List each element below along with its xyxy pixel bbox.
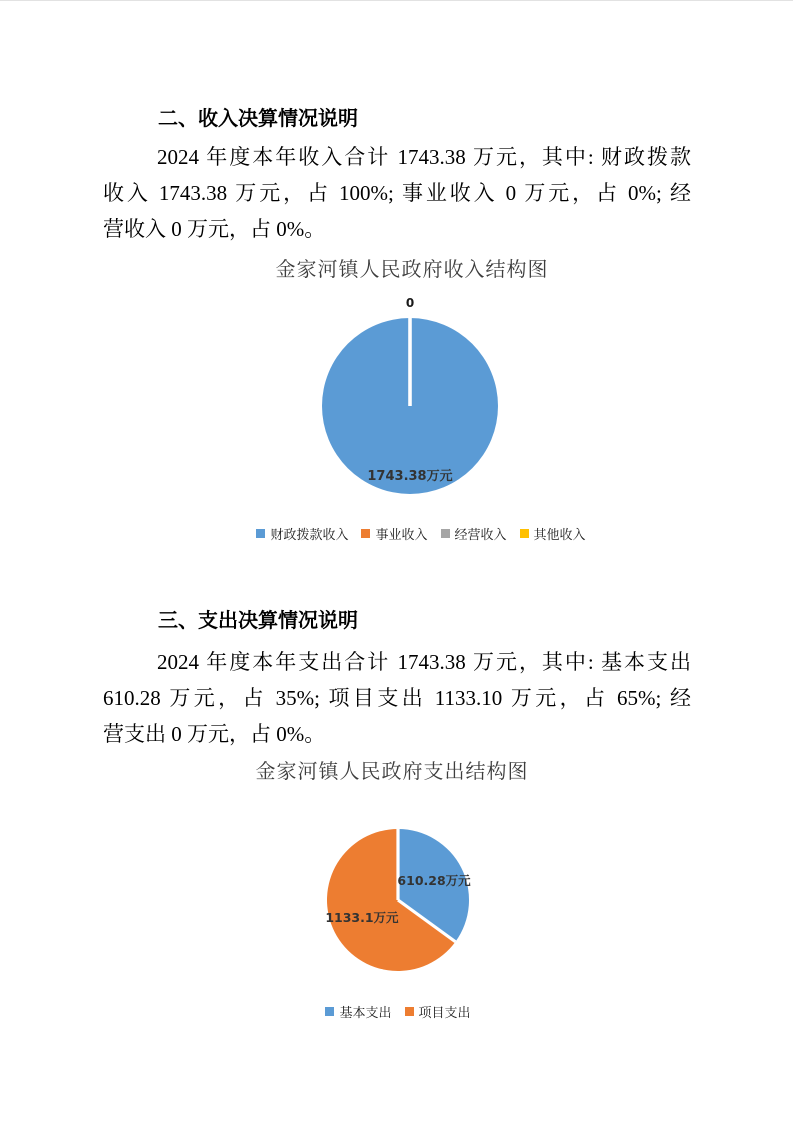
legend-swatch-icon <box>361 529 370 538</box>
legend-swatch-icon <box>256 529 265 538</box>
income-section-heading: 二、收入决算情况说明 <box>158 108 358 130</box>
legend-label: 基本支出 <box>339 1004 392 1020</box>
income-pie-chart <box>300 296 520 516</box>
legend-swatch-icon <box>325 1007 334 1016</box>
income-chart-title: 金家河镇人民政府收入结构图 <box>275 259 549 281</box>
legend-swatch-icon <box>405 1007 414 1016</box>
pie-data-label: 1743.38万元 <box>367 468 453 484</box>
expense-pie-chart <box>298 800 498 1000</box>
legend-item <box>256 524 348 543</box>
legend-item <box>325 1002 391 1021</box>
income-chart-legend <box>121 524 721 542</box>
page-top-hairline <box>0 0 793 1</box>
legend-swatch-icon <box>520 529 529 538</box>
legend-swatch-icon <box>441 529 450 538</box>
paragraph-line: 2024 年度本年收入合计 1743.38 万元，其中: 财政拨款 <box>157 145 691 169</box>
legend-label: 经营收入 <box>454 526 507 542</box>
expense-chart-title: 金家河镇人民政府支出结构图 <box>255 761 529 783</box>
paragraph-line: 610.28 万元，占 35%; 项目支出 1133.10 万元，占 65%; 经 <box>103 686 691 710</box>
legend-label: 财政拨款收入 <box>270 526 349 542</box>
expense-section-heading: 三、支出决算情况说明 <box>158 610 358 632</box>
legend-label: 项目支出 <box>418 1004 471 1020</box>
legend-item <box>405 1002 471 1021</box>
paragraph-line: 营收入 0 万元，占 0%。 <box>103 217 326 241</box>
legend-label: 事业收入 <box>375 526 428 542</box>
income-paragraph <box>103 139 691 247</box>
pie-data-label: 1133.1万元 <box>325 909 399 925</box>
paragraph-line: 2024 年度本年支出合计 1743.38 万元，其中: 基本支出 <box>157 650 691 674</box>
legend-item <box>361 524 427 543</box>
legend-item <box>520 524 586 543</box>
pie-data-label: 0 <box>405 296 415 310</box>
paragraph-line: 收入 1743.38 万元，占 100%; 事业收入 0 万元，占 0%; 经 <box>103 181 691 205</box>
legend-label: 其他收入 <box>533 526 586 542</box>
legend-item <box>441 524 507 543</box>
expense-chart-legend <box>98 1002 698 1020</box>
paragraph-line: 营支出 0 万元，占 0%。 <box>103 722 326 746</box>
pie-data-label: 610.28万元 <box>397 873 471 889</box>
expense-paragraph <box>103 644 691 752</box>
